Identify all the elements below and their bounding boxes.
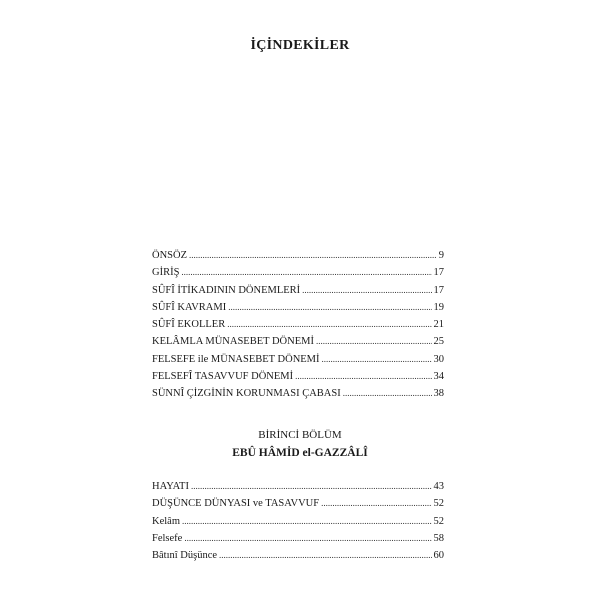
toc-entry [152, 285, 444, 302]
toc-entry-page: 19 [433, 301, 444, 313]
toc-entry [152, 481, 444, 498]
toc-leader-dots [321, 498, 431, 508]
toc-entry-title: SÛFÎ EKOLLER [152, 319, 226, 331]
toc-entry-title: GİRİŞ [152, 267, 180, 279]
toc-entry-page: 17 [433, 284, 444, 296]
part-label: BİRİNCİ BÖLÜM [258, 429, 342, 441]
part-title: EBÛ HÂMİD el-GAZZÂLÎ [232, 447, 368, 459]
toc-entry [152, 498, 444, 515]
toc-entry-title: DÜŞÜNCE DÜNYASI ve TASAVVUF [152, 498, 320, 510]
toc-part-one [152, 481, 444, 567]
toc-entry [152, 354, 444, 371]
toc-entry-page: 9 [438, 250, 444, 261]
toc-entry [152, 388, 444, 405]
toc-leader-dots [228, 302, 431, 312]
toc-leader-dots [182, 516, 432, 526]
toc-entry-page: 52 [433, 515, 444, 527]
toc-entry [152, 550, 444, 567]
toc-leader-dots [343, 388, 432, 398]
toc-entry-page: 43 [433, 481, 444, 492]
toc-entry-page: 52 [433, 498, 444, 510]
toc-entry-title: FELSEFÎ TASAVVUF DÖNEMİ [152, 371, 294, 383]
toc-entry-page: 58 [433, 532, 444, 544]
toc-entry [152, 336, 444, 353]
toc-entry [152, 250, 444, 267]
toc-entry-page: 30 [433, 353, 444, 365]
toc-entry [152, 267, 444, 284]
toc-entry-page: 60 [433, 550, 444, 562]
toc-entry-page: 34 [433, 371, 444, 383]
toc-entry [152, 516, 444, 533]
toc-entry-page: 21 [433, 319, 444, 331]
toc-entry [152, 302, 444, 319]
toc-entry [152, 319, 444, 336]
toc-entry-title: SÛFÎ KAVRAMI [152, 301, 227, 313]
toc-leader-dots [227, 319, 431, 329]
toc-leader-dots [295, 371, 431, 381]
toc-entry [152, 371, 444, 388]
toc-entry [152, 533, 444, 550]
toc-leader-dots [189, 250, 437, 260]
page-title: İÇİNDEKİLER [250, 38, 350, 53]
toc-entry-page: 38 [433, 388, 444, 400]
toc-front-matter [152, 250, 444, 406]
toc-leader-dots [219, 550, 431, 560]
toc-leader-dots [184, 533, 431, 543]
toc-leader-dots [316, 336, 432, 346]
toc-entry-title: Kelâm [152, 515, 180, 527]
toc-entry-title: Bâtınî Düşünce [152, 550, 218, 562]
toc-entry-title: ÖNSÖZ [152, 250, 188, 261]
toc-entry-page: 17 [433, 267, 444, 279]
toc-leader-dots [322, 354, 432, 364]
toc-leader-dots [302, 285, 431, 295]
toc-entry-title: Felsefe [152, 532, 183, 544]
toc-entry-title: HAYATI [152, 481, 189, 492]
toc-entry-title: KELÂMLA MÜNASEBET DÖNEMİ [152, 336, 314, 348]
toc-leader-dots [181, 267, 431, 277]
toc-entry-title: SÜNNÎ ÇİZGİNİN KORUNMASI ÇABASI [152, 388, 341, 400]
toc-leader-dots [191, 481, 432, 491]
toc-entry-page: 25 [433, 336, 444, 348]
toc-entry-title: FELSEFE ile MÜNASEBET DÖNEMİ [152, 353, 320, 365]
toc-entry-title: SÛFÎ İTİKADININ DÖNEMLERİ [152, 284, 301, 296]
